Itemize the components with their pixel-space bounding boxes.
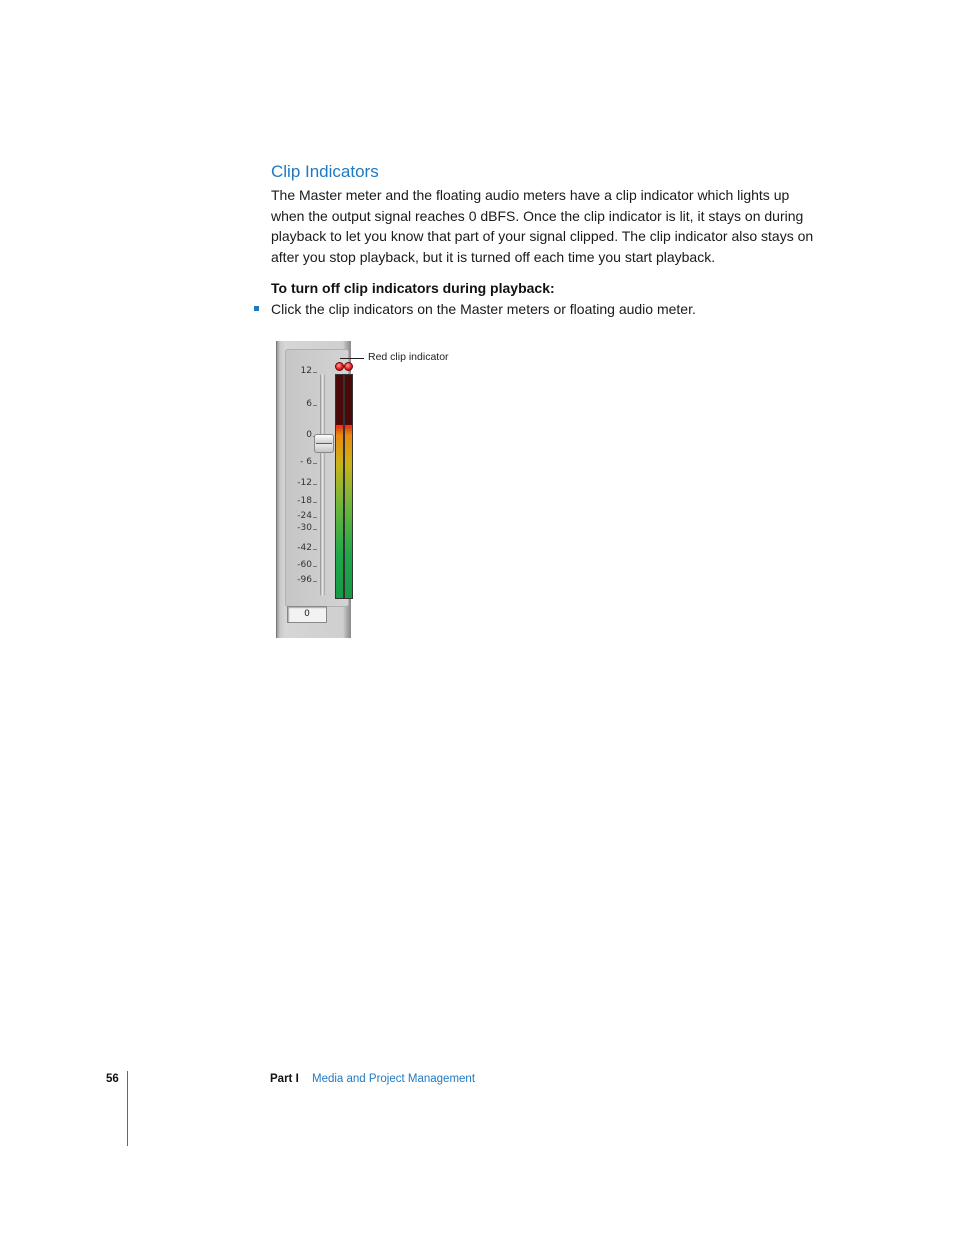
scale-tick	[313, 566, 317, 567]
footer-rule	[127, 1071, 128, 1146]
clip-indicator-left[interactable]	[335, 362, 344, 371]
footer-part-label: Part I	[270, 1073, 299, 1085]
callout-label: Red clip indicator	[368, 351, 449, 363]
scale-label: 0	[306, 430, 312, 440]
meter-panel	[285, 349, 349, 607]
volume-fader-knob[interactable]	[314, 434, 334, 453]
scale-label: -30	[297, 523, 312, 533]
level-meter-left	[335, 374, 344, 599]
bullet-icon	[254, 300, 264, 320]
scale-tick	[313, 581, 317, 582]
step-item: Click the clip indicators on the Master meters or floating audio meter.	[271, 301, 696, 317]
footer-section-title: Media and Project Management	[312, 1073, 476, 1085]
scale-tick	[313, 463, 317, 464]
scale-tick	[313, 529, 317, 530]
page-number: 56	[106, 1073, 119, 1085]
scale-label: -42	[297, 543, 312, 553]
master-meter-figure	[276, 341, 351, 638]
scale-tick	[313, 405, 317, 406]
callout-line	[340, 358, 364, 359]
fader-track[interactable]	[320, 374, 325, 596]
scale-tick	[313, 484, 317, 485]
section-heading: Clip Indicators	[271, 162, 379, 181]
scale-label: -24	[297, 511, 312, 521]
scale-label: - 6	[300, 457, 312, 467]
scale-tick	[313, 517, 317, 518]
scale-tick	[313, 549, 317, 550]
scale-tick	[313, 372, 317, 373]
scale-label: 12	[300, 366, 312, 376]
level-value-field[interactable]: 0	[287, 606, 327, 623]
clip-indicator-right[interactable]	[344, 362, 353, 371]
section-paragraph: The Master meter and the floating audio meters have a clip indicator which lights up when the output signal reaches 0 dBFS. Once the clip indicator is lit, it stays on during playback to let you know that part of your signal clipped. The clip indicator also stays on after you stop playback, but it is turned off each time you start playback.	[271, 187, 814, 265]
scale-label: -18	[297, 496, 312, 506]
scale-label: -96	[297, 575, 312, 585]
task-heading: To turn off clip indicators during playback:	[271, 280, 555, 296]
scale-label: 6	[306, 399, 312, 409]
scale-label: -60	[297, 560, 312, 570]
scale-tick	[313, 502, 317, 503]
level-meter-right	[344, 374, 353, 599]
scale-label: -12	[297, 478, 312, 488]
